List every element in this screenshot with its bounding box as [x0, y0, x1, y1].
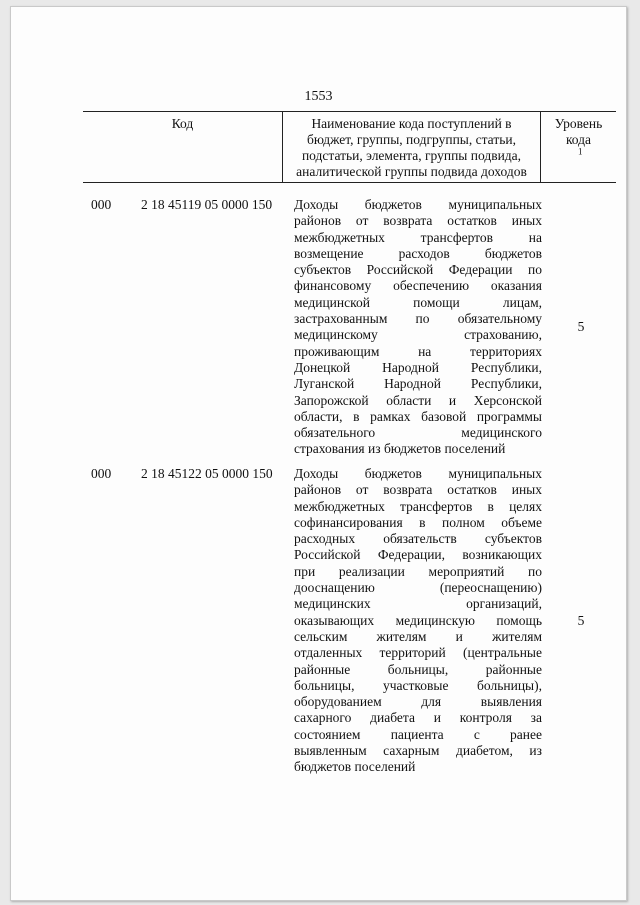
- income-description: [294, 197, 542, 458]
- description-line: расходных обязательств субъектов: [294, 531, 542, 547]
- description-line: при реализации мероприятий по: [294, 563, 542, 579]
- budget-code: 2 18 45119 05 0000 150: [141, 197, 273, 212]
- description-line: выявленным сахарным диабетом, из: [294, 743, 542, 759]
- table-header: [83, 111, 616, 183]
- page-number: 1553: [304, 89, 333, 104]
- footnote-mark: 1: [577, 146, 583, 157]
- description-line: медицинскому страхованию,: [294, 327, 542, 343]
- description-line: страхования из бюджетов поселений: [294, 441, 506, 457]
- description-line: возмещение расходов бюджетов: [294, 245, 542, 261]
- description-line: софинансирования в полном объеме: [294, 514, 542, 530]
- description-line: сахарного диабета и контроля за: [294, 710, 542, 726]
- description-line: области, в рамках базовой программы: [294, 408, 542, 424]
- description-line: проживающим на территориях: [294, 343, 542, 359]
- description-line: районов от возврата остатков иных: [294, 482, 542, 498]
- header-code: [83, 112, 283, 182]
- header-name: [283, 112, 541, 182]
- admin-code: 000: [91, 466, 112, 481]
- header-level: [541, 112, 616, 182]
- header-level-line: Уровень: [554, 116, 603, 131]
- description-line: медицинской помощи лицам,: [294, 294, 542, 310]
- description-line: районов от возврата остатков иных: [294, 213, 542, 229]
- description-line: отдаленных территорий (центральные: [294, 645, 542, 661]
- description-line: медицинских организаций,: [294, 596, 542, 612]
- description-line: субъектов Российской Федерации по: [294, 262, 542, 278]
- description-line: Доходы бюджетов муниципальных: [294, 197, 542, 212]
- document-page: [10, 6, 627, 901]
- description-line: оказывающих медицинскую помощь: [294, 612, 542, 628]
- header-name-line: аналитической группы подвида доходов: [296, 164, 527, 179]
- description-line: больницы, участковые больницы),: [294, 677, 542, 693]
- description-line: Доходы бюджетов муниципальных: [294, 466, 542, 481]
- description-line: Запорожской области и Херсонской: [294, 392, 542, 408]
- description-line: межбюджетных трансфертов в целях: [294, 498, 542, 514]
- income-description: [294, 466, 542, 776]
- description-line: межбюджетных трансфертов на: [294, 229, 542, 245]
- description-line: состоянием пациента с ранее: [294, 726, 542, 742]
- description-line: районные больницы, районные: [294, 661, 542, 677]
- header-level-line: кода $^1$: [565, 132, 592, 157]
- description-line: Луганской Народной Республики,: [294, 376, 542, 392]
- header-name-line: подстатьи, элемента, группы подвида,: [301, 148, 522, 163]
- description-line: дооснащению (переоснащению): [294, 580, 542, 596]
- description-line: бюджетов поселений: [294, 759, 416, 775]
- description-line: Донецкой Народной Республики,: [294, 359, 542, 375]
- header-name-line: Наименование кода поступлений в: [311, 116, 512, 131]
- description-line: Российской Федерации, возникающих: [294, 547, 542, 563]
- code-level: 5: [577, 612, 585, 628]
- description-line: застрахованным по обязательному: [294, 311, 542, 327]
- code-level: 5: [577, 319, 585, 335]
- budget-code: 2 18 45122 05 0000 150: [141, 466, 273, 481]
- description-line: обязательного медицинского: [294, 425, 542, 441]
- description-line: оборудованием для выявления: [294, 694, 542, 710]
- header-name-line: бюджет, группы, подгруппы, статьи,: [307, 132, 516, 147]
- header-code-label: Код: [171, 116, 194, 131]
- description-line: финансовому обеспечению оказания: [294, 278, 542, 294]
- description-line: сельским жителям и жителям: [294, 628, 542, 644]
- admin-code: 000: [91, 197, 112, 212]
